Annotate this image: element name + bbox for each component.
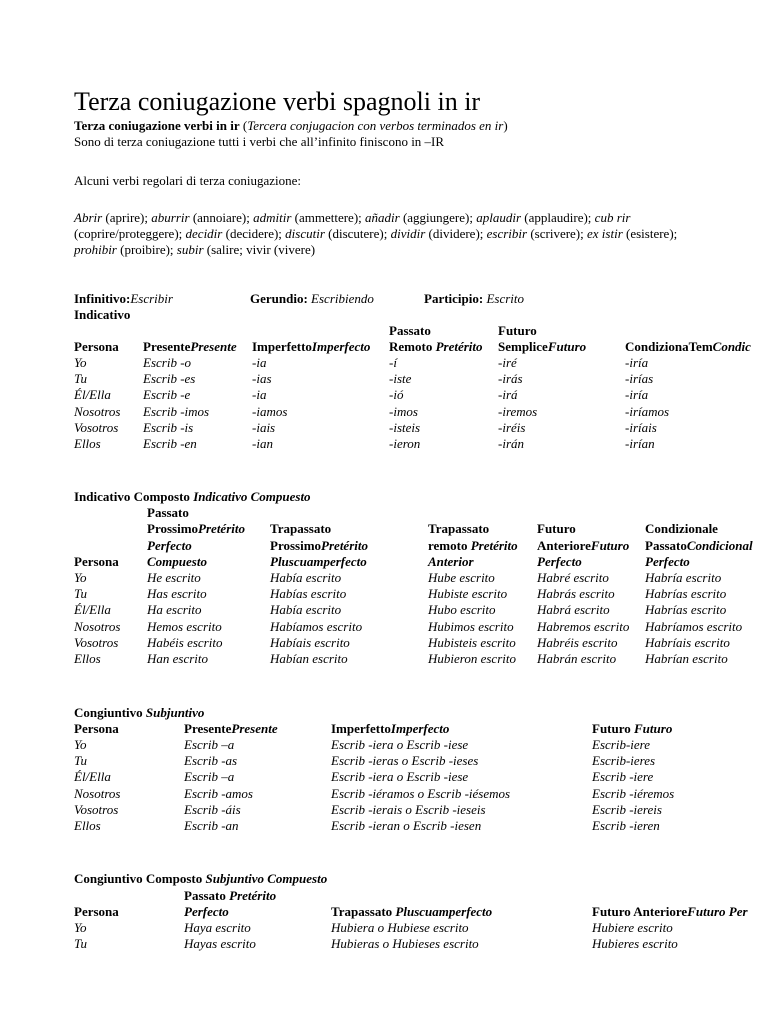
conjugation-cell: Escrib -iere [592,769,654,785]
conjugation-cell: -irán [498,436,524,451]
congiuntivo-persona-header: Persona [74,721,119,736]
verb-es: discutir [285,226,325,241]
conjugation-cell: He escrito [147,570,201,585]
indicativo-h3-it: Remoto [389,339,436,354]
ic-h3-l3 [428,538,518,554]
cc-title-italic: Subjuntivo Compuesto [205,871,328,886]
conjugation-cell: Escrib -iereis [592,801,662,817]
congiuntivo-header-imperfetto [331,721,449,737]
congiuntivo-header-futuro [592,721,672,737]
conjugation-cell: -ia [252,355,267,370]
ic-h4-l2: Futuro [537,521,576,536]
conjugation-cell: Has escrito [147,586,207,602]
ic-h3-l4: Anterior [428,554,474,569]
cc-h3-es: Futuro Per [687,904,748,919]
persona-cell: Tu [74,936,88,952]
verb-es: dividir [390,226,426,241]
conjugation-cell: Habré escrito [537,570,609,585]
persona-cell: Él/Ella [74,387,111,403]
conjugation-cell: Habréis escrito [537,634,618,650]
ic-h5-l3-es: Condicional [686,538,753,553]
conjugation-cell: Escrib -ieran o Escrib -iesen [331,818,482,833]
conjugation-cell: Escrib -imos [143,403,210,419]
conjugation-cell: Hayas escrito [184,936,256,952]
congiuntivo-h2-it: Imperfetto [331,721,391,736]
ic-h5-l4: Perfecto [645,554,690,569]
verb-es: escribir [486,226,528,241]
persona-cell: Vosotros [74,801,119,817]
verb-es: prohibir [74,242,117,257]
ic-h2-l3-es: Pretérito [321,538,368,553]
ic-h2-l3 [270,538,368,554]
indicativo-h3-top: Passato [389,323,431,338]
ic-h1-l2-es: Pretérito [198,521,245,536]
conjugation-cell: -iríamos [625,403,670,419]
verb-it: (aprire); [102,210,152,225]
persona-cell: Ellos [74,818,101,833]
congiuntivo-h3-it: Futuro [592,721,635,736]
verb-es: añadir [365,210,400,225]
conjugation-cell: Hubiere escrito [592,920,673,935]
conjugation-cell: Escrib -e [143,387,191,403]
conjugation-cell: Habéis escrito [147,634,223,650]
conjugation-cell: Hubiera o Hubiese escrito [331,920,469,935]
conjugation-cell: Escrib -ieras o Escrib -ieses [331,753,479,769]
conjugation-cell: Había escrito [270,570,342,585]
conjugation-cell: Escrib -amos [184,785,253,801]
persona-cell: Él/Ella [74,769,111,785]
intro-paren-open: ( [239,118,248,133]
persona-cell: Ellos [74,651,101,666]
cc-h1-top-it: Passato [184,888,230,903]
congiuntivo-title [74,705,204,721]
conjugation-cell: Habíais escrito [270,634,350,650]
conjugation-cell: -ieron [389,436,421,451]
ic-h1-l2-it: Prossimo [147,521,199,536]
verb-es: decidir [185,226,223,241]
verb-es: aplaudir [476,210,522,225]
persona-cell: Tu [74,371,88,387]
persona-cell: Vosotros [74,634,119,650]
cc-h3-it: Futuro Anteriore [592,904,688,919]
ic-persona-header: Persona [74,554,119,569]
ic-h3-l3-it: remoto [428,538,471,553]
indicativo-h4-it: Semplice [498,339,548,354]
conjugation-cell: Hube escrito [428,570,495,585]
conjugation-cell: -irían [625,436,655,451]
verb-it: (decidere); [222,226,286,241]
ic-h2-l3-it: Prossimo [270,538,322,553]
conjugation-cell: Escrib-ieres [592,753,656,769]
conjugation-cell: Hubo escrito [428,602,496,618]
conjugation-cell: Escrib –a [184,769,235,785]
indicativo-h5-it: CondizionaTem [625,339,713,354]
conjugation-cell: -irás [498,371,523,387]
persona-cell: Yo [74,920,87,935]
conjugation-cell: -iremos [498,403,538,419]
conjugation-cell: Escrib –a [184,737,235,752]
verb-it: (dividere); [425,226,487,241]
conjugation-cell: -iais [252,419,276,435]
conjugation-cell: Hubieron escrito [428,651,516,666]
conjugation-cell: -iste [389,371,412,387]
infinitivo-value: Escribir [130,291,173,306]
conjugation-cell: Hubisteis escrito [428,634,516,650]
conjugation-cell: -iría [625,355,649,370]
persona-cell: Él/Ella [74,602,111,618]
persona-cell: Yo [74,570,87,585]
conjugation-cell: Escrib -iéremos [592,785,675,801]
conjugation-cell: -iréis [498,419,526,435]
conjugation-cell: Escrib -en [143,436,197,451]
conjugation-cell: -ia [252,387,267,403]
indicativo-header-presente [143,339,237,355]
conjugation-cell: Había escrito [270,602,342,618]
persona-cell: Nosotros [74,618,121,634]
conjugation-cell: Escrib -iera o Escrib -iese [331,769,469,785]
ic-h2-l4: Pluscuamperfecto [270,554,367,569]
conjugation-cell: Escrib -es [143,371,196,387]
infinitivo-label: Infinitivo: [74,291,131,306]
cc-title-bold: Congiuntivo Composto [74,871,206,886]
verb-it: (proibire); [116,242,177,257]
indicativo-compuesto-title [74,489,311,505]
ic-h4-l3-it: Anteriore [537,538,591,553]
participio-label: Participio: [424,291,487,306]
conjugation-cell: Habrías escrito [645,586,727,602]
cc-h2-it: Trapassato [331,904,396,919]
conjugation-cell: Habríamos escrito [645,618,743,634]
indicativo-compuesto-title-bold: Indicativo Composto [74,489,194,504]
conjugation-cell: Habrá escrito [537,602,610,618]
conjugation-cell: -ian [252,436,273,451]
conjugation-cell: Ha escrito [147,602,202,618]
verb-list [74,210,704,258]
cc-h1-top-es: Pretérito [229,888,277,903]
intro-bold: Terza coniugazione verbi in ir [74,118,240,133]
conjugation-cell: Escrib -iera o Escrib -iese [331,737,469,752]
gerundio-label: Gerundio: [250,291,312,306]
cc-header-perfecto: Perfecto [184,904,229,919]
persona-cell: Tu [74,586,88,602]
conjugation-cell: -irías [625,371,654,387]
conjugation-cell: Escrib -ierais o Escrib -ieseis [331,801,486,817]
conjugation-cell: Escrib -o [143,355,192,370]
congiuntivo-h1-es: Presente [231,721,278,736]
conjugation-cell: Habrás escrito [537,586,615,602]
verb-it: (esistere); [622,226,678,241]
ic-h1-l1: Passato [147,505,189,520]
persona-cell: Ellos [74,436,101,451]
participio-value: Escrito [486,291,525,306]
ic-h5-l2: Condizionale [645,521,718,536]
indicativo-header-remoto [389,339,483,355]
indicativo-title: Indicativo [74,307,131,322]
conjugation-cell: Escrib -is [143,419,194,435]
congiuntivo-h1-it: Presente [184,721,232,736]
persona-cell: Nosotros [74,785,121,801]
intro-paren-close: ) [503,118,508,133]
cc-persona-header: Persona [74,904,119,919]
verb-it: (annoiare); [189,210,254,225]
congiuntivo-header-presente [184,721,278,737]
conjugation-cell: -imos [389,403,418,419]
verb-es: cub rir [594,210,631,225]
ic-h4-l3-es: Futuro [590,538,630,553]
conjugation-cell: -iríais [625,419,657,435]
persona-cell: Tu [74,753,88,769]
cc-h1-top [184,888,276,904]
persona-cell: Yo [74,737,87,752]
indicativo-h4-top: Futuro [498,323,537,338]
verb-it: (applaudire); [521,210,595,225]
verb-es: subir [176,242,204,257]
intro-line-1 [74,118,508,134]
ic-h3-l2: Trapassato [428,521,490,536]
conjugation-cell: -isteis [389,419,421,435]
ic-h3-l3-es: Pretérito [470,538,518,553]
indicativo-h1-it: Presente [143,339,191,354]
cc-header-futuro [592,904,748,920]
infinitivo [74,291,173,307]
conjugation-cell: -ias [252,371,272,387]
conjugation-cell: Habremos escrito [537,618,630,634]
verb-es: Abrir [74,210,103,225]
conjugation-cell: Habían escrito [270,651,348,666]
participio [424,291,524,307]
conjugation-cell: -iría [625,387,649,403]
conjugation-cell: Hubimos escrito [428,618,514,634]
intro-italic: Tercera conjugacion con verbos terminados en ir [247,118,504,133]
indicativo-h4-es: Futuro [547,339,587,354]
conjugation-cell: Hemos escrito [147,618,222,634]
intro-line-3: Alcuni verbi regolari di terza coniugazione: [74,173,302,188]
intro-line-2: Sono di terza coniugazione tutti i verbi che all’infinito finiscono in –IR [74,134,445,149]
conjugation-cell: Escrib -as [184,753,238,769]
persona-cell: Nosotros [74,403,121,419]
indicativo-h3-es: Pretérito [435,339,483,354]
conjugation-cell: Habrán escrito [537,651,617,666]
ic-h1-l3: Perfecto [147,538,192,553]
indicativo-header-futuro [498,339,586,355]
conjugation-cell: Habríais escrito [645,634,730,650]
cc-header-trapassato [331,904,492,920]
congiuntivo-h3-es: Futuro [634,721,673,736]
persona-cell: Vosotros [74,419,119,435]
persona-cell: Yo [74,355,87,370]
conjugation-cell: Escrib-iere [592,737,650,752]
conjugation-cell: Habrías escrito [645,602,727,618]
conjugation-cell: -í [389,355,397,370]
conjugation-cell: -iré [498,355,517,370]
conjugation-cell: Escrib -iéramos o Escrib -iésemos [331,785,511,801]
indicativo-compuesto-title-italic: Indicativo Compuesto [193,489,311,504]
conjugation-cell: Hubiste escrito [428,586,508,602]
gerundio-value: Escribiendo [311,291,374,306]
conjugation-cell: Escrib -an [184,818,239,833]
indicativo-persona-header: Persona [74,339,119,354]
cc-h2-es: Pluscuamperfecto [395,904,493,919]
indicativo-h2-it: Imperfetto [252,339,312,354]
gerundio [250,291,374,307]
verb-es: admitir [253,210,292,225]
conjugation-cell: Habrían escrito [645,651,728,666]
indicativo-h1-es: Presente [190,339,237,354]
ic-h4-l3 [537,538,629,554]
ic-h4-l4: Perfecto [537,554,582,569]
conjugation-cell: -irá [498,387,518,403]
conjugation-cell: Haya escrito [184,920,251,935]
page-title: Terza coniugazione verbi spagnoli in ir [74,87,481,116]
verb-es: aburrir [151,210,190,225]
verb-es: ex istir [587,226,623,241]
verb-it: (aggiungere); [399,210,477,225]
congiuntivo-title-bold: Congiuntivo [74,705,146,720]
ic-h2-l2: Trapassato [270,521,332,536]
conjugation-cell: Han escrito [147,651,209,666]
conjugation-cell: -iamos [252,403,288,419]
conjugation-cell: Habíamos escrito [270,618,363,634]
ic-h5-l3 [645,538,753,554]
ic-h1-l2 [147,521,245,537]
conjugation-cell: Habría escrito [645,570,722,585]
conjugation-cell: Habías escrito [270,586,347,602]
congiuntivo-h2-es: Imperfecto [390,721,450,736]
verb-it: (discutere); [324,226,391,241]
indicativo-header-condizionale [625,339,751,355]
verb-it: (coprire/proteggere); [74,226,186,241]
congiuntivo-title-italic: Subjuntivo [145,705,205,720]
conjugation-cell: Hubieres escrito [592,936,678,952]
indicativo-h5-es: Condic [712,339,751,354]
conjugation-cell: Escrib -áis [184,801,241,817]
indicativo-header-imperfetto [252,339,370,355]
conjugation-cell: -ió [389,387,404,403]
ic-h5-l3-it: Passato [645,538,687,553]
congiuntivo-compuesto-title [74,871,327,887]
verb-it: (ammettere); [291,210,366,225]
verb-it: (scrivere); [527,226,588,241]
ic-h1-l4: Compuesto [147,554,207,569]
verb-it: (salire; vivir (vivere) [203,242,316,257]
indicativo-h2-es: Imperfecto [311,339,371,354]
conjugation-cell: Escrib -ieren [592,818,660,833]
conjugation-cell: Hubieras o Hubieses escrito [331,936,479,952]
